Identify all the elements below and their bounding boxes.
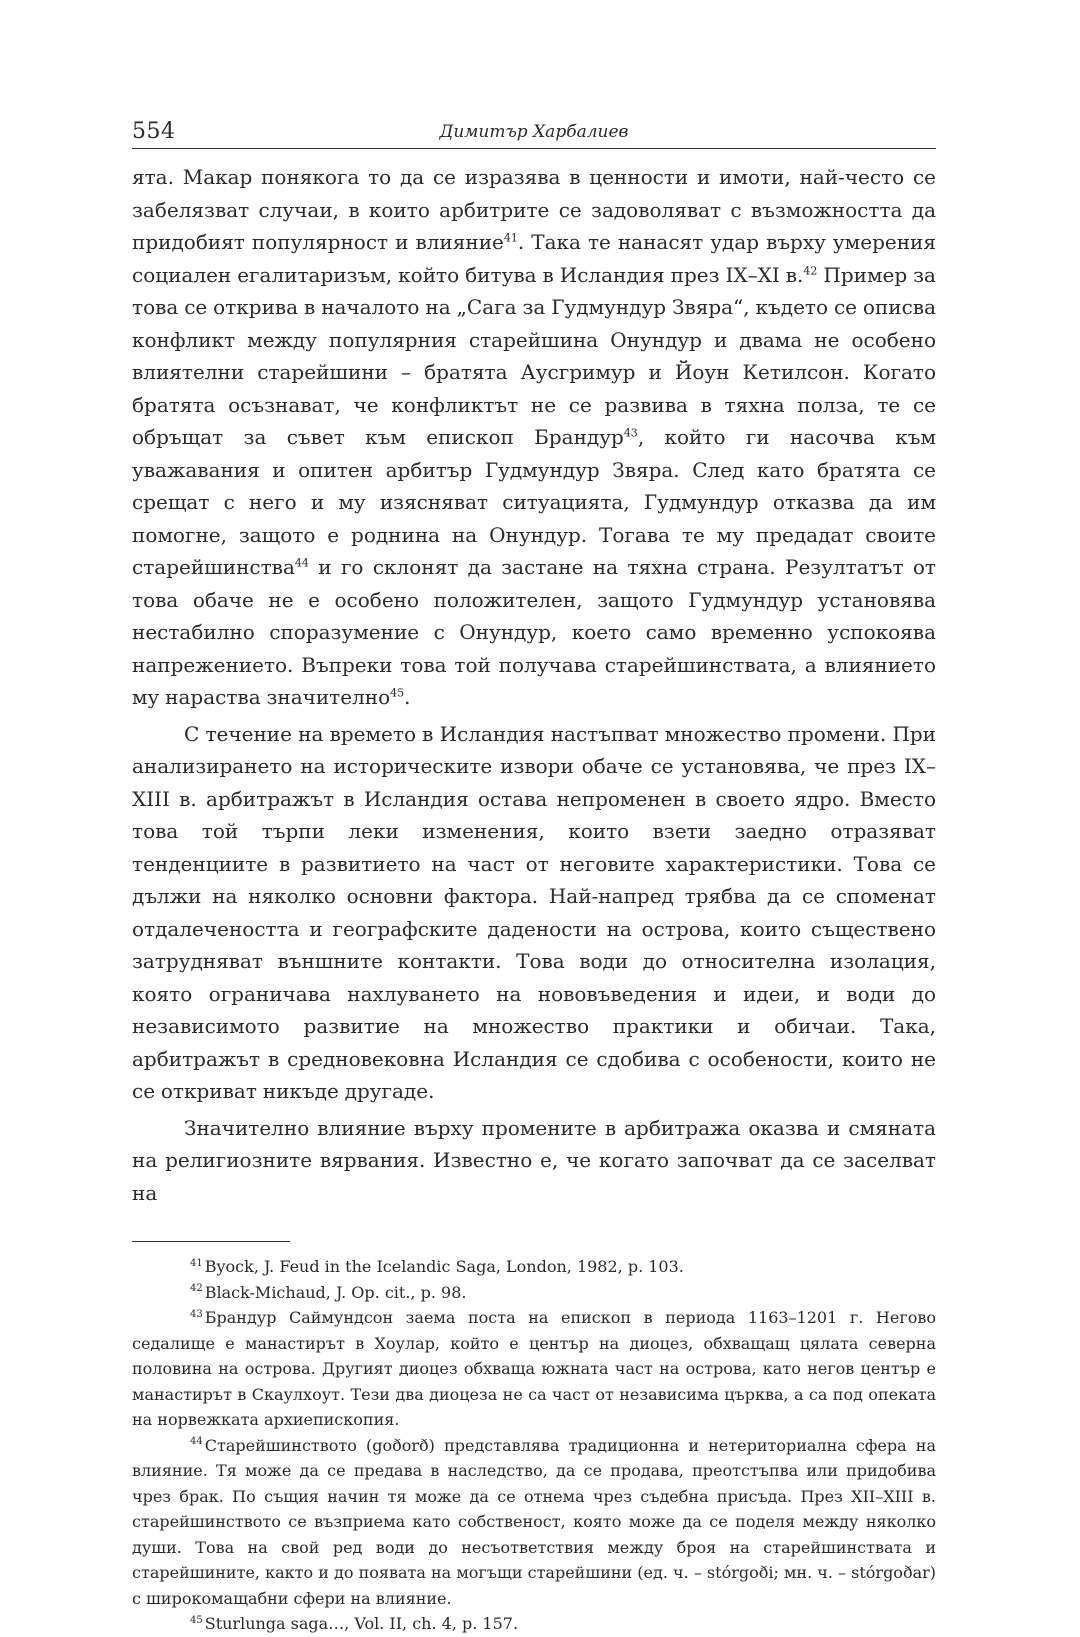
- page-number: 554: [132, 119, 176, 144]
- footnote: [132, 1305, 936, 1433]
- paragraph-2: С течение на времето в Исландия настъпват множество промени. При анализирането на историческите извори обаче се установява, че през IX–XIII в. арбитражът в Исландия остава непроменен в своето ядро. Вместо това той търпи леки изменения, които взети заедно отразяват тенденциите в развитието на част от неговите характеристики. Това се дължи на няколко основни фактора. Най-напред трябва да се споменат отдалечеността и географските дадености на острова, които съществено затрудняват външните контакти. Това води до относителна изолация, която ограничава нахлуването на нововъведения и идеи, и води до независимото развитие на множество практики и обичаи. Така, арбитражът в средновековна Исландия се сдобива с особености, които не се откриват никъде другаде.: [132, 721, 936, 1103]
- footnote-ref-42[interactable]: 42: [803, 263, 818, 277]
- paragraph-text: .: [404, 685, 411, 709]
- footnote-ref-41[interactable]: 41: [503, 231, 518, 245]
- paragraph-text: и го склонят да застане на тяхна страна. Резултатът от това обаче не е особено положителен, защото Гудмундур установява нестабилно споразумение с Онундур, което само временно успокоява напрежението. Въпреки това той получава старейшинствата, а влиянието му нараства значително: [132, 555, 936, 709]
- footnote-text: Black-Michaud, J. Op. cit., p. 98.: [204, 1282, 467, 1302]
- paragraph-3: Значително влияние върху промените в арбитража оказва и смяната на религиозните вярвания. Известно е, че когато започват да се заселват на: [132, 1115, 936, 1205]
- footnote-text: Sturlunga saga…, Vol. II, ch. 4, p. 157.: [204, 1614, 519, 1633]
- paragraph-1: [132, 161, 936, 714]
- footnote-text: Старейшинството (goðorð) представлява традиционна и нетериториална сфера на влияние. Тя може да се предава в наследство, да се продава, преотстъпва или придобива чрез брак. По същия начин тя може да се отнема чрез съдебна присъда. През XII–XIII в. старейшинството се възприема като собственост, която може да се поделя между няколко души. Това на свой ред води до несъответствия между броя на старейшинствата и старейшините, както и до появата на могъщи старейшини (ед. ч. – stórgoði; мн. ч. – stórgoðar) с широкомащабни сфери на влияние.: [132, 1435, 936, 1608]
- footnote-ref-44[interactable]: 44: [294, 556, 309, 570]
- paragraph-text: , който ги насочва към уважавания и опитен арбитър Гудмундур Звяра. След като братята се срещат с него и му изясняват ситуацията, Гудмундур отказва да им помогне, защото е роднина на Онундур. Тогава те му предадат своите старейшинства: [132, 425, 936, 579]
- footnote: [132, 1611, 936, 1637]
- footnote-number: 43: [190, 1308, 203, 1320]
- paragraph-text: . Така те нанасят удар върху умерения социален егалитаризъм, който битува в Исландия през IX–XI в.: [132, 230, 936, 287]
- paragraph-text: ята. Макар понякога то да се изразява в ценности и имоти, най-често се забелязват случаи, в които арбитрите се задоволяват с възможността да придобият популярност и влияние: [132, 165, 936, 254]
- footnote-number: 45: [190, 1614, 203, 1626]
- footnote-number: 41: [190, 1257, 203, 1269]
- footnote-number: 42: [190, 1283, 203, 1295]
- running-title: Димитър Харбалиев: [439, 122, 629, 142]
- footnote-separator: [132, 1241, 290, 1242]
- footnote: [132, 1254, 936, 1280]
- body-text: [132, 161, 936, 1209]
- footnote: [132, 1433, 936, 1612]
- footnote: [132, 1280, 936, 1306]
- footnote-ref-45[interactable]: 45: [390, 686, 405, 700]
- footnotes: [132, 1254, 936, 1637]
- paragraph-text: Пример за това се открива в началото на „Сага за Гудмундур Звяра“, където се описва конфликт между популярния старейшина Онундур и двама не особено влиятелни старейшини – братята Аусгримур и Йоун Кетилсон. Когато братята осъзнават, че конфликтът не се развива в тяхна полза, те се обръщат за съвет към епископ Брандур: [132, 262, 936, 449]
- footnote-text: Byock, J. Feud in the Icelandic Saga, London, 1982, p. 103.: [204, 1257, 684, 1276]
- book-page: [132, 110, 936, 1637]
- footnote-ref-43[interactable]: 43: [623, 426, 638, 440]
- page-header: [132, 110, 936, 149]
- footnote-number: 44: [190, 1436, 203, 1448]
- footnote-text: Брандур Саймундсон заема поста на епископ в периода 1163–1201 г. Негово седалище е манастирът в Хоулар, който е център на диоцез, обхващащ цялата северна половина на острова. Другият диоцез обхваща южната част на острова, като негов център е манастирът в Скаулхоут. Тези два диоцеза не са част от независима църква, а са под опеката на норвежката архиепископия.: [132, 1308, 936, 1429]
